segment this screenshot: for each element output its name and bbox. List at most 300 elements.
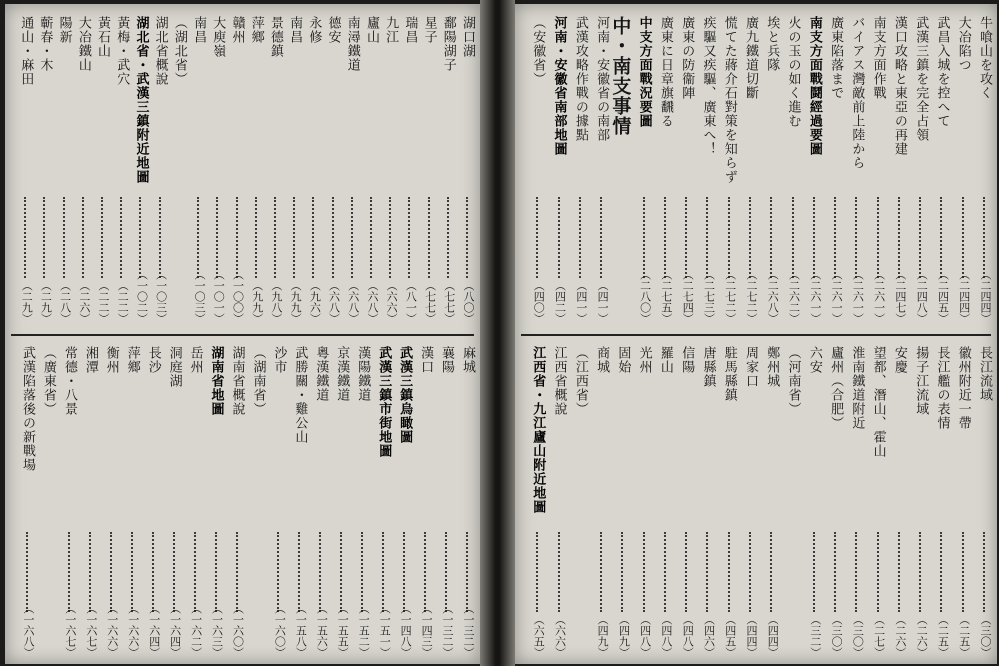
entry-title: 景德鎮 bbox=[267, 16, 283, 58]
entry-title: 淮南鐵道附近 bbox=[849, 346, 865, 430]
entry-title: 火の玉の如く進む bbox=[785, 16, 801, 128]
toc-entry bbox=[929, 12, 948, 330]
page-number: （一三二） bbox=[441, 603, 455, 658]
leader-dots bbox=[962, 197, 964, 278]
page-number: （二六） bbox=[915, 614, 929, 658]
leader-dots bbox=[877, 197, 879, 278]
page-number: （七七） bbox=[442, 280, 456, 324]
toc-entry bbox=[109, 12, 128, 330]
toc-entry bbox=[99, 342, 118, 664]
entry-title: 江西省・九江廬山附近地圖 bbox=[530, 346, 546, 514]
leader-dots bbox=[89, 532, 91, 612]
toc-entry bbox=[823, 342, 842, 664]
entry-title: 麻城 bbox=[460, 346, 475, 374]
toc-entry bbox=[186, 12, 205, 330]
entry-title: 洞庭湖 bbox=[166, 346, 182, 388]
entry-title: 光州 bbox=[636, 346, 652, 374]
page-number: （四九） bbox=[617, 614, 631, 658]
leader-dots bbox=[643, 532, 645, 612]
toc-entry bbox=[329, 342, 348, 664]
page-number: （九九） bbox=[289, 280, 303, 324]
toc-entry bbox=[162, 342, 181, 664]
page-number: （一〇一） bbox=[212, 269, 226, 324]
toc-entry bbox=[547, 12, 566, 330]
leader-dots bbox=[26, 532, 28, 612]
leader-dots bbox=[877, 532, 879, 612]
toc-entry bbox=[695, 12, 714, 330]
leader-dots bbox=[361, 532, 363, 612]
entry-title: 固始 bbox=[615, 346, 631, 374]
toc-entry bbox=[887, 342, 906, 664]
page-number: （二七四） bbox=[681, 269, 695, 324]
entry-title: 武漢三鎮烏瞰圖 bbox=[397, 346, 413, 444]
page-number: （四四） bbox=[745, 614, 758, 658]
entry-title: 通山・麻田 bbox=[18, 16, 34, 86]
entry-title: 南昌 bbox=[191, 16, 207, 44]
toc-entry bbox=[632, 12, 651, 330]
entry-title: 牛喰山を攻く bbox=[977, 16, 992, 100]
entry-title: 黃梅・武穴 bbox=[114, 16, 130, 86]
section-heading bbox=[609, 12, 632, 330]
leader-dots bbox=[770, 197, 772, 278]
page-number: （二五） bbox=[936, 614, 950, 658]
entry-title: 永修 bbox=[306, 16, 322, 44]
toc-entry bbox=[78, 342, 97, 664]
left-page bbox=[5, 4, 480, 664]
page-number: （九六） bbox=[308, 280, 322, 324]
leader-dots bbox=[236, 532, 238, 612]
leader-dots bbox=[403, 532, 405, 612]
page-number: （六六） bbox=[553, 614, 567, 658]
toc-entry bbox=[245, 342, 264, 664]
right-page bbox=[515, 4, 997, 664]
leader-dots bbox=[466, 532, 468, 612]
entry-title: 廣東陷落まで bbox=[828, 16, 844, 100]
entry-title: 周家口 bbox=[743, 346, 758, 388]
leader-dots bbox=[428, 197, 430, 278]
page-number: （四〇） bbox=[532, 280, 546, 324]
toc-entry bbox=[225, 342, 244, 664]
page-number: （二六二） bbox=[787, 269, 801, 324]
entry-title: 河南・安徽省の南部 bbox=[594, 16, 610, 142]
entry-title: 湖南省地圖 bbox=[208, 346, 224, 416]
page-number: （二七） bbox=[872, 614, 886, 658]
toc-entry bbox=[717, 342, 736, 664]
leader-dots bbox=[197, 197, 199, 278]
page-number: （一六〇） bbox=[231, 603, 245, 658]
page-number: （九九） bbox=[250, 280, 264, 324]
page-number: （七七） bbox=[423, 280, 437, 324]
entry-title: 沙市 bbox=[271, 346, 287, 374]
toc-entry bbox=[653, 12, 672, 330]
entry-title: 徽州附近一帶 bbox=[955, 346, 971, 430]
entry-title: 襄陽 bbox=[439, 346, 455, 374]
entry-title: 贛州 bbox=[229, 16, 245, 44]
entry-title: 漢口攻略と東亞の再建 bbox=[891, 16, 907, 156]
leader-dots bbox=[728, 197, 730, 278]
entry-title: 武漢三鎮市街地圖 bbox=[376, 346, 392, 458]
page-number: （一六二） bbox=[189, 603, 203, 658]
toc-entry bbox=[359, 12, 378, 330]
leader-dots bbox=[685, 532, 687, 612]
page-number: （一五六） bbox=[315, 603, 329, 658]
entry-title: 湖北省概說 bbox=[152, 16, 168, 86]
leader-dots bbox=[110, 532, 112, 612]
page-number: （一六〇） bbox=[273, 603, 287, 658]
entry-title: 商城 bbox=[594, 346, 610, 374]
toc-entry bbox=[568, 342, 587, 664]
leader-dots bbox=[389, 197, 391, 278]
toc-entry bbox=[887, 12, 906, 330]
toc-entry bbox=[717, 12, 736, 330]
page-number: （一三二） bbox=[462, 603, 475, 658]
leader-dots bbox=[706, 197, 708, 278]
toc-entry bbox=[378, 12, 397, 330]
page-number: （一四三） bbox=[420, 603, 434, 658]
page-number: （二二） bbox=[116, 280, 130, 324]
leader-dots bbox=[173, 532, 175, 612]
page-number: （一五八） bbox=[294, 603, 308, 658]
leader-dots bbox=[834, 197, 836, 278]
entry-title: 廬州（合肥） bbox=[828, 346, 844, 430]
entry-title: 蘄春・木 bbox=[37, 16, 53, 72]
entry-title: 陽新 bbox=[56, 16, 72, 44]
leader-dots bbox=[834, 532, 836, 612]
page-number: （六五） bbox=[532, 614, 546, 658]
leader-dots bbox=[855, 197, 857, 278]
toc-entry bbox=[36, 342, 55, 664]
page-number: （二四七） bbox=[893, 269, 907, 324]
page-number: （三〇） bbox=[830, 614, 844, 658]
entry-title: （湖北省） bbox=[171, 16, 187, 86]
toc-entry bbox=[674, 342, 693, 664]
leader-dots bbox=[370, 197, 372, 278]
toc-entry bbox=[589, 342, 608, 664]
entry-title: 德安 bbox=[325, 16, 341, 44]
leader-dots bbox=[940, 197, 942, 278]
leader-dots bbox=[600, 197, 602, 278]
toc-entry bbox=[321, 12, 340, 330]
entry-title: 武漢攻略作戰の據點 bbox=[572, 16, 588, 142]
toc-entry bbox=[183, 342, 202, 664]
toc-entry bbox=[52, 12, 71, 330]
entry-title: 廣九鐵道切斷 bbox=[743, 16, 758, 100]
toc-entry bbox=[951, 342, 970, 664]
page-number: （一五二） bbox=[357, 603, 371, 658]
page-number: （四二） bbox=[553, 280, 567, 324]
page-number: （二七三） bbox=[702, 269, 716, 324]
page-number: （二九） bbox=[39, 280, 53, 324]
toc-entry bbox=[823, 12, 842, 330]
toc-entry bbox=[866, 12, 885, 330]
toc-entry bbox=[781, 12, 800, 330]
entry-title: （江西省） bbox=[572, 346, 588, 416]
entry-title: 湖北省・武漢三鎮附近地圖 bbox=[133, 16, 149, 184]
page-number: （二二） bbox=[97, 280, 111, 324]
entry-title: 駐馬縣鎮 bbox=[721, 346, 737, 402]
toc-entry bbox=[972, 12, 991, 330]
toc-entry bbox=[71, 12, 90, 330]
toc-entry bbox=[610, 342, 629, 664]
leader-dots bbox=[408, 197, 410, 278]
toc-entry bbox=[90, 12, 109, 330]
page-number: （三〇） bbox=[979, 614, 992, 658]
toc-entry bbox=[204, 342, 223, 664]
toc-entry bbox=[141, 342, 160, 664]
page-number: （二六） bbox=[893, 614, 907, 658]
entry-title: 廬山 bbox=[363, 16, 379, 44]
toc-entry bbox=[589, 12, 608, 330]
page-number: （一五一） bbox=[378, 603, 392, 658]
toc-entry bbox=[455, 12, 474, 330]
toc-entry bbox=[57, 342, 76, 664]
toc-entry bbox=[632, 342, 651, 664]
leader-dots bbox=[445, 532, 447, 612]
page-number: （一四八） bbox=[399, 603, 413, 658]
toc-entry bbox=[148, 12, 167, 330]
toc-entry bbox=[866, 342, 885, 664]
entry-title: 南支方面戰鬪經過要圖 bbox=[806, 16, 822, 156]
toc-entry bbox=[308, 342, 327, 664]
leader-dots bbox=[424, 532, 426, 612]
entry-title: 望都、潛山、霍山 bbox=[870, 346, 886, 458]
entry-title: 漢口 bbox=[418, 346, 434, 374]
entry-title: 大庾嶺 bbox=[210, 16, 226, 58]
leader-dots bbox=[215, 532, 217, 612]
entry-title: 星子 bbox=[421, 16, 437, 44]
leader-dots bbox=[236, 197, 238, 278]
entry-title: 唐縣鎮 bbox=[700, 346, 716, 388]
page-number: （二八） bbox=[58, 280, 72, 324]
page-number: （二四五） bbox=[936, 269, 950, 324]
leader-dots bbox=[216, 197, 218, 278]
entry-title: 大冶鐵山 bbox=[75, 16, 91, 72]
toc-entry bbox=[244, 12, 263, 330]
page-number: （一六七） bbox=[84, 603, 98, 658]
page-number: （四六） bbox=[702, 614, 716, 658]
leader-dots bbox=[558, 197, 560, 278]
page-number: （二六一） bbox=[851, 269, 865, 324]
toc-entry bbox=[266, 342, 285, 664]
toc-entry bbox=[547, 342, 566, 664]
toc-entry bbox=[392, 342, 411, 664]
page-number: （二六） bbox=[77, 280, 91, 324]
entry-title: 中支方面戰況要圖 bbox=[636, 16, 652, 128]
leader-dots bbox=[813, 197, 815, 278]
toc-entry bbox=[350, 342, 369, 664]
entry-title: 京漢鐵道 bbox=[334, 346, 350, 402]
toc-entry bbox=[908, 342, 927, 664]
leader-dots bbox=[940, 532, 942, 612]
entry-title: 湖南省概說 bbox=[229, 346, 245, 416]
leader-dots bbox=[194, 532, 196, 612]
leader-dots bbox=[536, 532, 538, 612]
page-number: （四一） bbox=[574, 280, 588, 324]
toc-entry bbox=[972, 342, 991, 664]
entry-title: 廣東に日章旗飜る bbox=[657, 16, 673, 128]
page-number: （二五） bbox=[957, 614, 971, 658]
leader-dots bbox=[68, 532, 70, 612]
leader-dots bbox=[293, 197, 295, 278]
toc-entry bbox=[525, 342, 544, 664]
leader-dots bbox=[792, 197, 794, 278]
entry-title: 埃と兵隊 bbox=[764, 16, 780, 72]
toc-entry bbox=[929, 342, 948, 664]
toc-entry bbox=[397, 12, 416, 330]
leader-dots bbox=[664, 532, 666, 612]
leader-dots bbox=[298, 532, 300, 612]
leader-dots bbox=[770, 532, 772, 612]
leader-dots bbox=[855, 532, 857, 612]
toc-entry bbox=[738, 342, 757, 664]
entry-title: 河南・安徽省南部地圖 bbox=[551, 16, 567, 156]
leader-dots bbox=[749, 197, 751, 278]
page-number: （一六六） bbox=[126, 603, 140, 658]
toc-entry bbox=[434, 342, 453, 664]
toc-entry bbox=[263, 12, 282, 330]
entry-title: 揚子江流域 bbox=[913, 346, 929, 416]
toc-entry bbox=[525, 12, 544, 330]
toc-entry bbox=[282, 12, 301, 330]
entry-title: 岳州 bbox=[187, 346, 203, 374]
leader-dots bbox=[664, 197, 666, 278]
page-number: （二四八） bbox=[915, 269, 929, 324]
toc-entry bbox=[225, 12, 244, 330]
entry-title: 慌てた蔣介石對策を知らず bbox=[721, 16, 737, 184]
leader-dots bbox=[600, 532, 602, 612]
leader-dots bbox=[962, 532, 964, 612]
entry-title: 常德・八景 bbox=[61, 346, 77, 416]
entry-title: 鄱陽湖子 bbox=[440, 16, 456, 72]
toc-entry bbox=[759, 12, 778, 330]
toc-entry bbox=[844, 342, 863, 664]
page-number: （六八） bbox=[365, 280, 379, 324]
entry-title: 長江艦の表情 bbox=[934, 346, 950, 430]
leader-dots bbox=[466, 197, 468, 278]
toc-entry bbox=[455, 342, 474, 664]
toc-entry bbox=[759, 342, 778, 664]
entry-title: 湖口湖 bbox=[460, 16, 475, 58]
leader-dots bbox=[898, 197, 900, 278]
entry-title: 武漢陷落後の新戰場 bbox=[19, 346, 35, 472]
book-gutter bbox=[480, 0, 515, 666]
page-number: （一六三） bbox=[210, 603, 224, 658]
page-number: （二八〇） bbox=[638, 269, 652, 324]
entry-title: 漢陽鐵道 bbox=[355, 346, 371, 402]
leader-dots bbox=[277, 532, 279, 612]
section-title: 中・南支事情 bbox=[609, 16, 632, 136]
page-number: （八〇） bbox=[462, 280, 475, 324]
entry-title: 瑞昌 bbox=[402, 16, 418, 44]
leader-dots bbox=[728, 532, 730, 612]
entry-title: （廣東省） bbox=[40, 346, 56, 416]
leader-dots bbox=[536, 197, 538, 278]
toc-entry bbox=[120, 342, 139, 664]
page-number: （八一） bbox=[404, 280, 418, 324]
toc-entry bbox=[32, 12, 51, 330]
page-number: （九八） bbox=[269, 280, 283, 324]
page-number: （四一） bbox=[596, 280, 610, 324]
leader-dots bbox=[706, 532, 708, 612]
page-number: （二七五） bbox=[659, 269, 673, 324]
page-number: （二六八） bbox=[766, 269, 780, 324]
toc-entry bbox=[371, 342, 390, 664]
horizontal-divider bbox=[11, 334, 474, 336]
page-number: （二六一） bbox=[872, 269, 886, 324]
entry-title: 萍鄉 bbox=[248, 16, 264, 44]
leader-dots bbox=[919, 197, 921, 278]
page-number: （三二） bbox=[808, 614, 822, 658]
entry-title: 疾驅又疾驅、廣東へ！ bbox=[700, 16, 716, 156]
page-number: （一〇三） bbox=[193, 269, 207, 324]
toc-entry bbox=[781, 342, 800, 664]
leader-dots bbox=[558, 532, 560, 612]
toc-entry bbox=[802, 342, 821, 664]
leader-dots bbox=[43, 197, 45, 278]
toc-entry bbox=[951, 12, 970, 330]
page-number: （三〇） bbox=[851, 614, 865, 658]
toc-entry bbox=[436, 12, 455, 330]
entry-title: 六安 bbox=[806, 346, 822, 374]
leader-dots bbox=[919, 532, 921, 612]
page-number: （四八） bbox=[681, 614, 695, 658]
toc-entry bbox=[738, 12, 757, 330]
leader-dots bbox=[685, 197, 687, 278]
leader-dots bbox=[101, 197, 103, 278]
leader-dots bbox=[898, 532, 900, 612]
leader-dots bbox=[255, 197, 257, 278]
leader-dots bbox=[139, 197, 141, 278]
leader-dots bbox=[749, 532, 751, 612]
entry-title: （安徽省） bbox=[530, 16, 546, 86]
entry-title: 廣東の防衞陣 bbox=[679, 16, 695, 100]
toc-entry bbox=[695, 342, 714, 664]
leader-dots bbox=[340, 532, 342, 612]
leader-dots bbox=[159, 197, 161, 278]
leader-dots bbox=[382, 532, 384, 612]
page-number: （一五五） bbox=[336, 603, 350, 658]
leader-dots bbox=[813, 532, 815, 612]
leader-dots bbox=[332, 197, 334, 278]
entry-title: 武昌入城を控へて bbox=[934, 16, 950, 128]
horizontal-divider bbox=[521, 334, 991, 336]
leader-dots bbox=[579, 197, 581, 278]
entry-title: 衡州 bbox=[103, 346, 119, 374]
page-number: （四四） bbox=[766, 614, 780, 658]
entry-title: 羅山 bbox=[657, 346, 673, 374]
page-number: （四八） bbox=[638, 614, 652, 658]
leader-dots bbox=[447, 197, 449, 278]
toc-entry bbox=[844, 12, 863, 330]
toc-entry bbox=[653, 342, 672, 664]
leader-dots bbox=[131, 532, 133, 612]
entry-title: 黃石山 bbox=[95, 16, 111, 58]
page-number: （一六四） bbox=[147, 603, 161, 658]
page-number: （一六六） bbox=[105, 603, 119, 658]
toc-entry bbox=[205, 12, 224, 330]
toc-entry bbox=[908, 12, 927, 330]
leader-dots bbox=[983, 532, 985, 612]
page-number: （一六四） bbox=[168, 603, 182, 658]
page-number: （一六八） bbox=[21, 603, 35, 658]
page-number: （二六一） bbox=[808, 269, 822, 324]
entry-title: 大冶陷つ bbox=[955, 16, 971, 72]
entry-title: バイアス灣敵前上陸から bbox=[849, 16, 865, 170]
entry-title: 南支方面作戰 bbox=[870, 16, 886, 100]
leader-dots bbox=[351, 197, 353, 278]
toc-entry bbox=[413, 342, 432, 664]
entry-title: 安慶 bbox=[891, 346, 907, 374]
